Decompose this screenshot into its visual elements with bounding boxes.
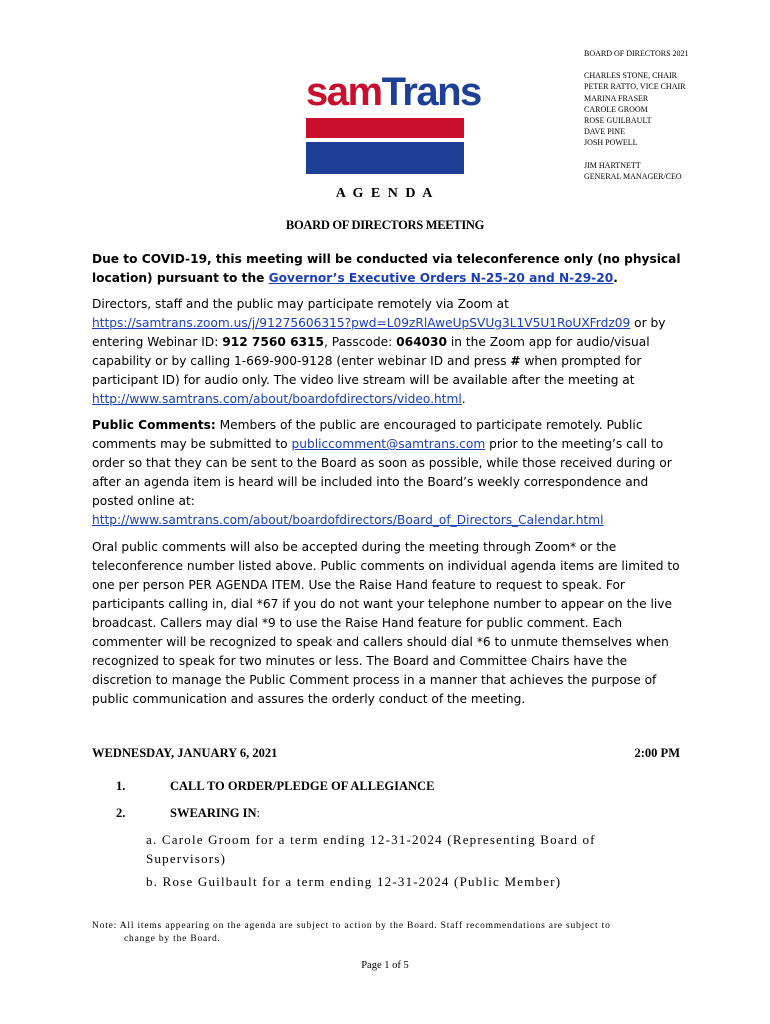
passcode: 064030 xyxy=(396,335,447,349)
board-member: CAROLE GROOM xyxy=(584,104,648,114)
board-header xyxy=(584,48,689,182)
samtrans-logo xyxy=(306,70,481,174)
calendar-link[interactable]: http://www.samtrans.com/about/boardofdirectors/Board_of_Directors_Calendar.html xyxy=(92,513,604,527)
sub-item: a. Carole Groom for a term ending 12-31-2024 (Representing Board of Supervisors) xyxy=(146,832,596,866)
page-number: Page 1 of 5 xyxy=(361,960,409,971)
board-member: DAVE PINE xyxy=(584,127,625,137)
board-member: CHARLES STONE, CHAIR xyxy=(584,71,677,81)
oral-comments-paragraph: Oral public comments will also be accepted during the meeting through Zoom* or the teleconference number listed above. Public comments on individual agenda items are limited to one per person PER AGENDA ITEM. Use the Raise Hand feature to request to speak. For participants calling in, dial *67 if you do not want your telephone number to appear on the live broadcast. Callers may dial *9 to use the Raise Hand feature for public comment. Each commenter will be recognized to speak and callers should dial *6 to unmute themselves when recognized to speak for two minutes or less. The Board and Committee Chairs have the discretion to manage the Public Comment process in a manner that achieves the purpose of public communication and assures the orderly conduct of the meeting. xyxy=(92,540,680,706)
covid-notice: Due to COVID-19, this meeting will be conducted via teleconference only (no physical location) pursuant to the Governor’s Executive Orders N-25-20 and N-29-20. xyxy=(92,252,681,285)
zoom-link[interactable]: https://samtrans.zoom.us/j/91275606315?pwd=L09zRlAweUpSVUg3L1V5U1RoUXFrdz09 xyxy=(92,316,631,330)
meeting-title: BOARD OF DIRECTORS MEETING xyxy=(285,218,485,232)
gm-name: JIM HARTNETT xyxy=(584,160,641,170)
meeting-time: 2:00 PM xyxy=(634,746,680,760)
public-comments-label: Public Comments: xyxy=(92,418,216,432)
logo-wordmark: samTrans xyxy=(306,70,481,114)
agenda-title: A G E N D A xyxy=(335,186,435,201)
video-link[interactable]: http://www.samtrans.com/about/boardofdirectors/video.html xyxy=(92,392,462,406)
email-link[interactable]: publiccomment@samtrans.com xyxy=(291,437,486,451)
agenda-note: Note: All items appearing on the agenda are subject to action by the Board. Staff recommendations are subject to change by the Board. xyxy=(92,921,611,944)
meeting-date-row xyxy=(92,746,680,761)
sub-item: b. Rose Guilbault for a term ending 12-31-2024 (Public Member) xyxy=(146,874,562,889)
logo-red-bar xyxy=(306,118,464,138)
board-member: JOSH POWELL xyxy=(584,138,638,148)
gm-title: GENERAL MANAGER/CEO xyxy=(584,171,682,181)
participation-paragraph: Directors, staff and the public may participate remotely via Zoom at https://samtrans.zoom.us/j/91275606315?pwd=L09zRlAweUpSVUg3L1V5U1RoUXFrdz09 or by entering Webinar ID: 912 7560 6315, Passcode: 064030 in the Zoom app for audio/visual capability or by calling 1-669-900-9128 (enter webinar ID and press # when prompted for participant ID) for audio only. The video live stream will be available after the meeting at http://www.samtrans.com/about/boardofdirectors/video.html. xyxy=(92,297,666,406)
webinar-id: 912 7560 6315 xyxy=(222,335,325,349)
meeting-date: WEDNESDAY, JANUARY 6, 2021 xyxy=(92,746,278,760)
public-comments-paragraph: Public Comments: Members of the public are encouraged to participate remotely. Public comments may be submitted to publiccomment@samtrans.com prior to the meeting’s call to order so that they can be sent to the Board as soon as possible, while those received during or after an agenda item is heard will be included into the Board’s weekly correspondence and posted online at: http://www.samtrans.com/about/boardofdirectors/Board_of_Directors_Calendar.html xyxy=(92,418,672,527)
board-member: PETER RATTO, VICE CHAIR xyxy=(584,82,686,92)
logo-blue-bar xyxy=(306,142,464,174)
board-title: BOARD OF DIRECTORS 2021 xyxy=(584,49,689,58)
executive-orders-link[interactable]: Governor’s Executive Orders N-25-20 and N-29-20 xyxy=(268,271,614,285)
board-member: ROSE GUILBAULT xyxy=(584,116,652,126)
board-member: MARINA FRASER xyxy=(584,93,649,103)
